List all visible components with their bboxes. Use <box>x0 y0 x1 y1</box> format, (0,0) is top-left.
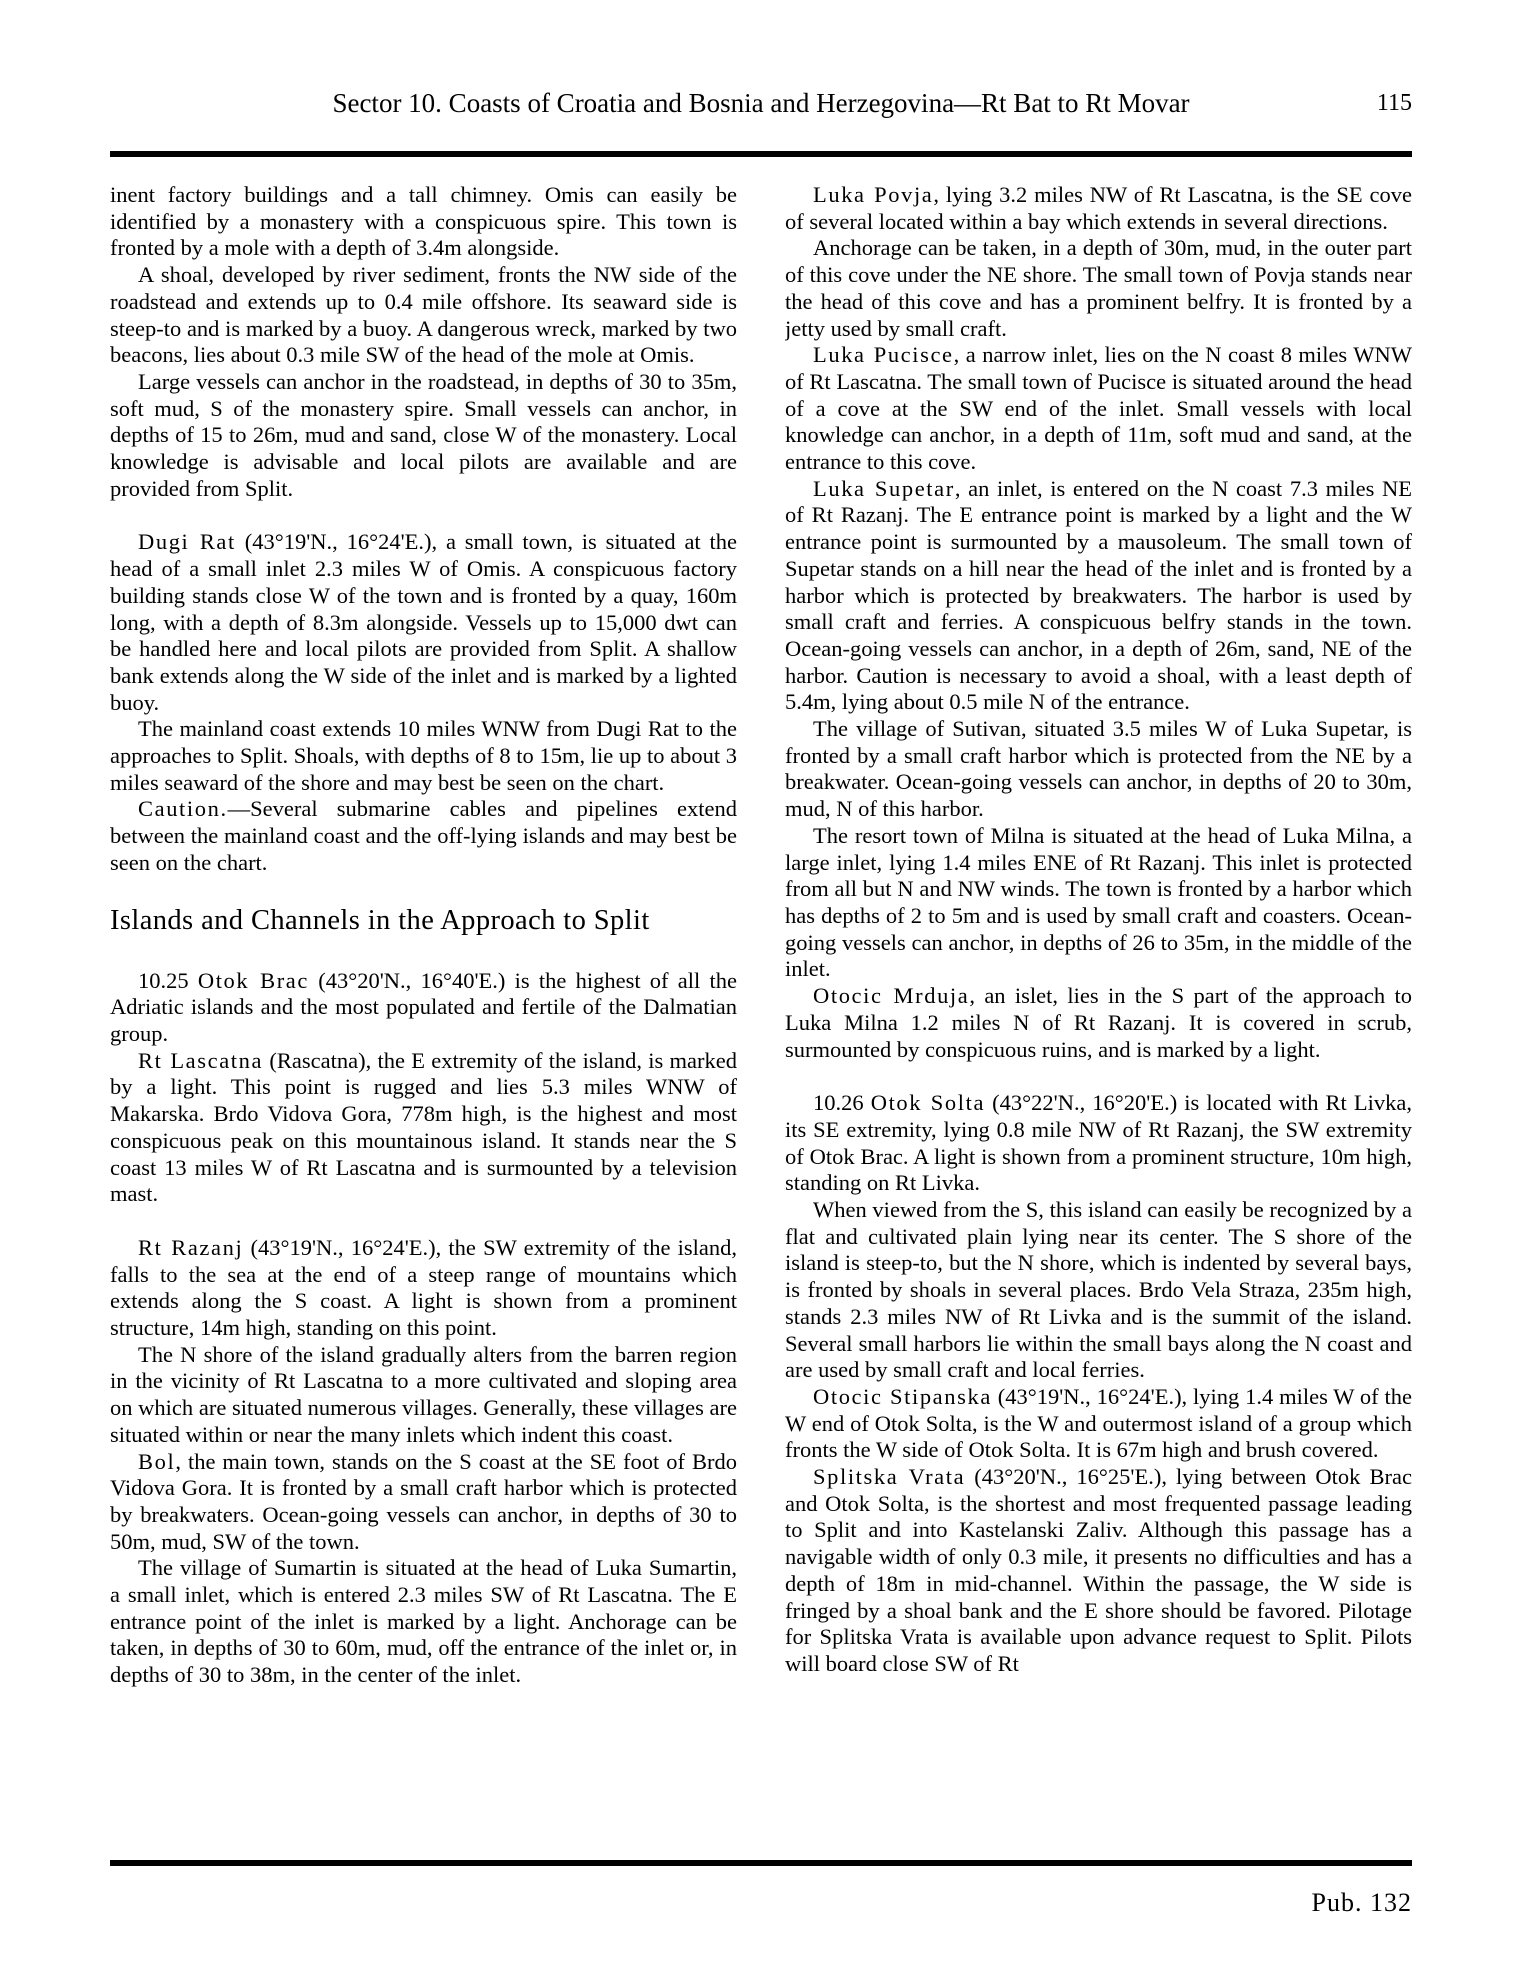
paragraph: Anchorage can be taken, in a depth of 30m, mud, in the outer part of this cove under the NE shore. The small town of Povja stands near the head of this cove and has a prominent belfry. It is fronted by a jetty used by small craft. <box>785 235 1412 341</box>
paragraph-lead: Luka Povja <box>813 182 934 207</box>
section-heading: Islands and Channels in the Approach to Split <box>110 904 650 936</box>
footer-rule <box>110 1860 1412 1866</box>
paragraph: Bol, the main town, stands on the S coast at the SE foot of Brdo Vidova Gora. It is fronted by a small craft harbor which is protected by breakwaters. Ocean-going vessels can anchor, in depths of 30 to 50m, mud, SW of the town. <box>110 1448 737 1554</box>
paragraph-lead: Otocic Mrduja <box>813 983 970 1009</box>
paragraph: Splitska Vrata (43°20'N., 16°25'E.), lying between Otok Brac and Otok Solta, is the shortest and most frequented passage leading to Split and into Kastelanski Zaliv. Although this passage has a navigable width of only 0.3 mile, it presents no difficulties and has a depth of 18m in mid-channel. Within the passage, the W side is fringed by a shoal bank and the E shore should be favored. Pilotage for Splitska Vrata is available upon advance request to Split. Pilots will board close SW of Rt <box>785 1464 1412 1676</box>
paragraph: A shoal, developed by river sediment, fronts the NW side of the roadstead and extends up to 0.4 mile offshore. Its seaward side is steep-to and is marked by a buoy. A dangerous wreck, marked by two beacons, lies about 0.3 mile SW of the head of the mole at Omis. <box>110 262 737 368</box>
page-header <box>110 86 1412 128</box>
paragraph-lead: Otok Solta <box>870 1090 986 1116</box>
paragraph: Otocic Stipanska (43°19'N., 16°24'E.), lying 1.4 miles W of the W end of Otok Solta, is the W and outermost island of a group which fronts the W side of Otok Solta. It is 67m high and brush covered. <box>785 1383 1412 1463</box>
paragraph: Luka Supetar, an inlet, is entered on the N coast 7.3 miles NE of Rt Razanj. The E entrance point is marked by a light and the W entrance point is surmounted by a mausoleum. The small town of Supetar stands on a hill near the head of the inlet and is fronted by a harbor which is protected by breakwaters. The harbor is used by small craft and ferries. A conspicuous belfry stands in the town. Ocean-going vessels can anchor, in a depth of 26m, sand, NE of the harbor. Caution is necessary to avoid a shoal, with a least depth of 5.4m, lying about 0.5 mile N of the entrance. <box>785 475 1412 715</box>
left-column <box>110 182 737 1854</box>
page-number: 115 <box>1376 90 1412 116</box>
paragraph-lead: Rt Razanj <box>138 1234 244 1260</box>
paragraph-lead: Dugi Rat <box>138 529 236 555</box>
paragraph: Luka Povja, lying 3.2 miles NW of Rt Lascatna, is the SE cove of several located within a bay which extends in several directions. <box>785 182 1412 234</box>
paragraph: 10.26 Otok Solta (43°22'N., 16°20'E.) is located with Rt Livka, its SE extremity, lying 0.8 mile NW of Rt Razanj, the SW extremity of Otok Brac. A light is shown from a prominent structure, 10m high, standing on Rt Livka. <box>785 1090 1412 1196</box>
paragraph-number: 10.25 <box>138 967 198 993</box>
paragraph: The resort town of Milna is situated at the head of Luka Milna, a large inlet, lying 1.4 miles ENE of Rt Razanj. This inlet is protected from all but N and NW winds. The town is fronted by a harbor which has depths of 2 to 5m and is used by small craft and coasters. Ocean-going vessels can anchor, in depths of 26 to 35m, in the middle of the inlet. <box>785 822 1412 982</box>
paragraph-lead: Bol <box>138 1448 176 1474</box>
paragraph: The N shore of the island gradually alters from the barren region in the vicinity of Rt Lascatna to a more cultivated and sloping area on which are situated numerous villages. Generally, these villages are situated within or near the many inlets which indent this coast. <box>110 1341 737 1447</box>
paragraph: 10.25 Otok Brac (43°20'N., 16°40'E.) is the highest of all the Adriatic islands and the most populated and fertile of the Dalmatian group. <box>110 967 737 1046</box>
text-columns <box>110 182 1412 1854</box>
paragraph-number: 10.26 <box>813 1090 871 1116</box>
paragraph: inent factory buildings and a tall chimney. Omis can easily be identified by a monastery with a conspicuous spire. This town is fronted by a mole with a depth of 3.4m alongside. <box>110 182 737 261</box>
paragraph: Rt Razanj (43°19'N., 16°24'E.), the SW extremity of the island, falls to the sea at the end of a steep range of mountains which extends along the S coast. A light is shown from a prominent structure, 14m high, standing on this point. <box>110 1234 737 1341</box>
paragraph: The village of Sutivan, situated 3.5 miles W of Luka Supetar, is fronted by a small craft harbor which is protected from the NE by a breakwater. Ocean-going vessels can anchor, in depths of 20 to 30m, mud, N of this harbor. <box>785 716 1412 822</box>
paragraph-lead: Splitska Vrata <box>813 1464 966 1490</box>
paragraph: Otocic Mrduja, an islet, lies in the S part of the approach to Luka Milna 1.2 miles N of Rt Razanj. It is covered in scrub, surmounted by conspicuous ruins, and is marked by a light. <box>785 983 1412 1062</box>
paragraph: When viewed from the S, this island can easily be recognized by a flat and cultivated plain lying near its center. The S shore of the island is steep-to, but the N shore, which is indented by several bays, is fronted by shoals in several places. Brdo Vela Straza, 235m high, stands 2.3 miles NW of Rt Livka and is the summit of the island. Several small harbors lie within the small bays along the N coast and are used by small craft and local ferries. <box>785 1197 1412 1383</box>
paragraph-lead: Luka Supetar <box>813 475 955 501</box>
paragraph-lead: Rt Lascatna <box>138 1047 264 1073</box>
paragraph: Luka Pucisce, a narrow inlet, lies on the N coast 8 miles WNW of Rt Lascatna. The small town of Pucisce is situated around the head of a cove at the SW end of the inlet. Small vessels with local knowledge can anchor, in a depth of 11m, soft mud and sand, at the entrance to this cove. <box>785 342 1412 475</box>
footer-publication: Pub. 132 <box>1311 1888 1412 1917</box>
paragraph-lead: Caution. <box>138 796 228 822</box>
paragraph: The mainland coast extends 10 miles WNW from Dugi Rat to the approaches to Split. Shoals, with depths of 8 to 15m, lie up to about 3 miles seaward of the shore and may best be seen on the chart. <box>110 716 737 795</box>
paragraph-lead: Otocic Stipanska <box>813 1383 992 1409</box>
paragraph-lead: Otok Brac <box>197 967 309 993</box>
paragraph-lead: Luka Pucisce <box>813 342 954 368</box>
page-title: Sector 10. Coasts of Croatia and Bosnia and Herzegovina—Rt Bat to Rt Movar <box>332 88 1190 118</box>
header-rule <box>110 151 1412 157</box>
right-column <box>785 182 1412 1854</box>
paragraph: The village of Sumartin is situated at the head of Luka Sumartin, a small inlet, which is entered 2.3 miles SW of Rt Lascatna. The E entrance point of the inlet is marked by a light. Anchorage can be taken, in depths of 30 to 60m, mud, off the entrance of the inlet or, in depths of 30 to 38m, in the center of the inlet. <box>110 1555 737 1688</box>
paragraph: Caution.—Several submarine cables and pipelines extend between the mainland coast and the off-lying islands and may best be seen on the chart. <box>110 796 737 875</box>
paragraph: Large vessels can anchor in the roadstead, in depths of 30 to 35m, soft mud, S of the monastery spire. Small vessels can anchor, in depths of 15 to 26m, mud and sand, close W of the monastery. Local knowledge is advisable and local pilots are available and are provided from Split. <box>110 368 737 501</box>
paragraph: Rt Lascatna (Rascatna), the E extremity of the island, is marked by a light. This point is rugged and lies 5.3 miles WNW of Makarska. Brdo Vidova Gora, 778m high, is the highest and most conspicuous peak on this mountainous island. It stands near the S coast 13 miles W of Rt Lascatna and is surmounted by a television mast. <box>110 1047 737 1207</box>
paragraph: Dugi Rat (43°19'N., 16°24'E.), a small town, is situated at the head of a small inlet 2.3 miles W of Omis. A conspicuous factory building stands close W of the town and is fronted by a quay, 160m long, with a depth of 8.3m alongside. Vessels up to 15,000 dwt can be handled here and local pilots are provided from Split. A shallow bank extends along the W side of the inlet and is marked by a lighted buoy. <box>110 529 737 715</box>
